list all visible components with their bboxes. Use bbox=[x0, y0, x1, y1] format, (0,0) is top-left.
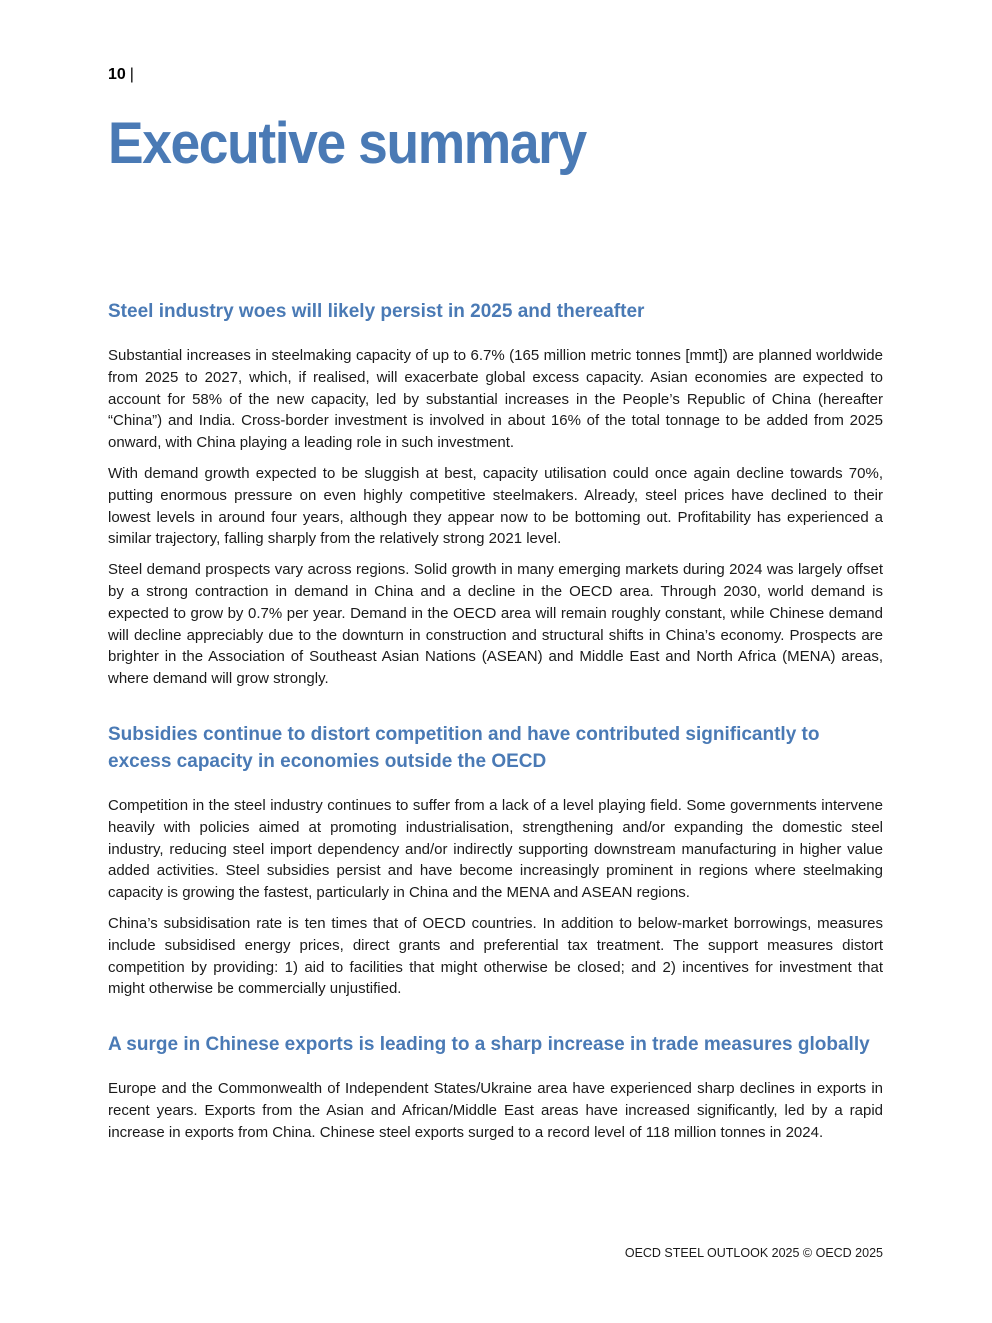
paragraph: China’s subsidisation rate is ten times that of OECD countries. In addition to below-market borrowings, measures include subsidised energy prices, direct grants and preferential tax treatment. The support measures distort competition by providing: 1) aid to facilities that might otherwise be closed; and 2) incentives for investment that might otherwise be commercially unjustified. bbox=[108, 914, 883, 998]
section-subsidies bbox=[108, 721, 883, 1000]
page-number-separator: | bbox=[129, 66, 134, 83]
section-steel-industry-woes bbox=[108, 298, 883, 690]
paragraph: With demand growth expected to be sluggish at best, capacity utilisation could once again decline towards 70%, putting enormous pressure on even highly competitive steelmakers. Already, steel prices have declined to their lowest levels in around four years, although they appear now to be bottoming out. Profitability has experienced a similar trajectory, falling sharply from the relatively strong 2021 level. bbox=[108, 464, 883, 548]
section-heading: Steel industry woes will likely persist in 2025 and thereafter bbox=[108, 301, 645, 322]
section-chinese-exports bbox=[108, 1031, 883, 1143]
page-title: Executive summary bbox=[108, 111, 586, 176]
paragraph: Steel demand prospects vary across regions. Solid growth in many emerging markets during 2024 was largely offset by a strong contraction in demand in China and a decline in the OECD area. Through 2030, world demand is expected to grow by 0.7% per year. Demand in the OECD area will remain roughly constant, while Chinese demand will decline appreciably due to the downturn in construction and structural shifts in China’s economy. Prospects are brighter in the Association of Southeast Asian Nations (ASEAN) and Middle East and North Africa (MENA) areas, where demand will grow strongly. bbox=[108, 561, 883, 688]
page-number bbox=[108, 66, 134, 84]
section-heading: Subsidies continue to distort competition and have contributed significantly to excess capacity in economies outside the OECD bbox=[108, 723, 820, 772]
page-number-value: 10 bbox=[108, 66, 126, 83]
paragraph: Substantial increases in steelmaking capacity of up to 6.7% (165 million metric tonnes [mmt]) are planned worldwide from 2025 to 2027, which, if realised, will exacerbate global excess capacity. Asian economies are expected to account for 58% of the new capacity, led by substantial increases in the People’s Republic of China (hereafter “China”) and India. Cross-border investment is involved in about 16% of the total tonnage to be added from 2025 onward, with China playing a leading role in such investment. bbox=[108, 347, 883, 452]
document-body bbox=[108, 298, 883, 1144]
paragraph: Europe and the Commonwealth of Independent States/Ukraine area have experienced sharp declines in exports in recent years. Exports from the Asian and African/Middle East areas have increased significantly, led by a rapid increase in exports from China. Chinese steel exports surged to a record level of 118 million tonnes in 2024. bbox=[108, 1080, 883, 1141]
page-footer: OECD STEEL OUTLOOK 2025 © OECD 2025 bbox=[624, 1246, 883, 1260]
paragraph: Competition in the steel industry continues to suffer from a lack of a level playing field. Some governments intervene heavily with policies aimed at promoting industrialisation, strengthening and/or expanding the domestic steel industry, reducing steel import dependency and/or indirectly supporting downstream manufacturing in higher value added activities. Steel subsidies persist and have become increasingly prominent in regions where steelmaking capacity is growing the fastest, particularly in China and the MENA and ASEAN regions. bbox=[108, 796, 883, 902]
section-heading: A surge in Chinese exports is leading to a sharp increase in trade measures globally bbox=[108, 1034, 870, 1056]
